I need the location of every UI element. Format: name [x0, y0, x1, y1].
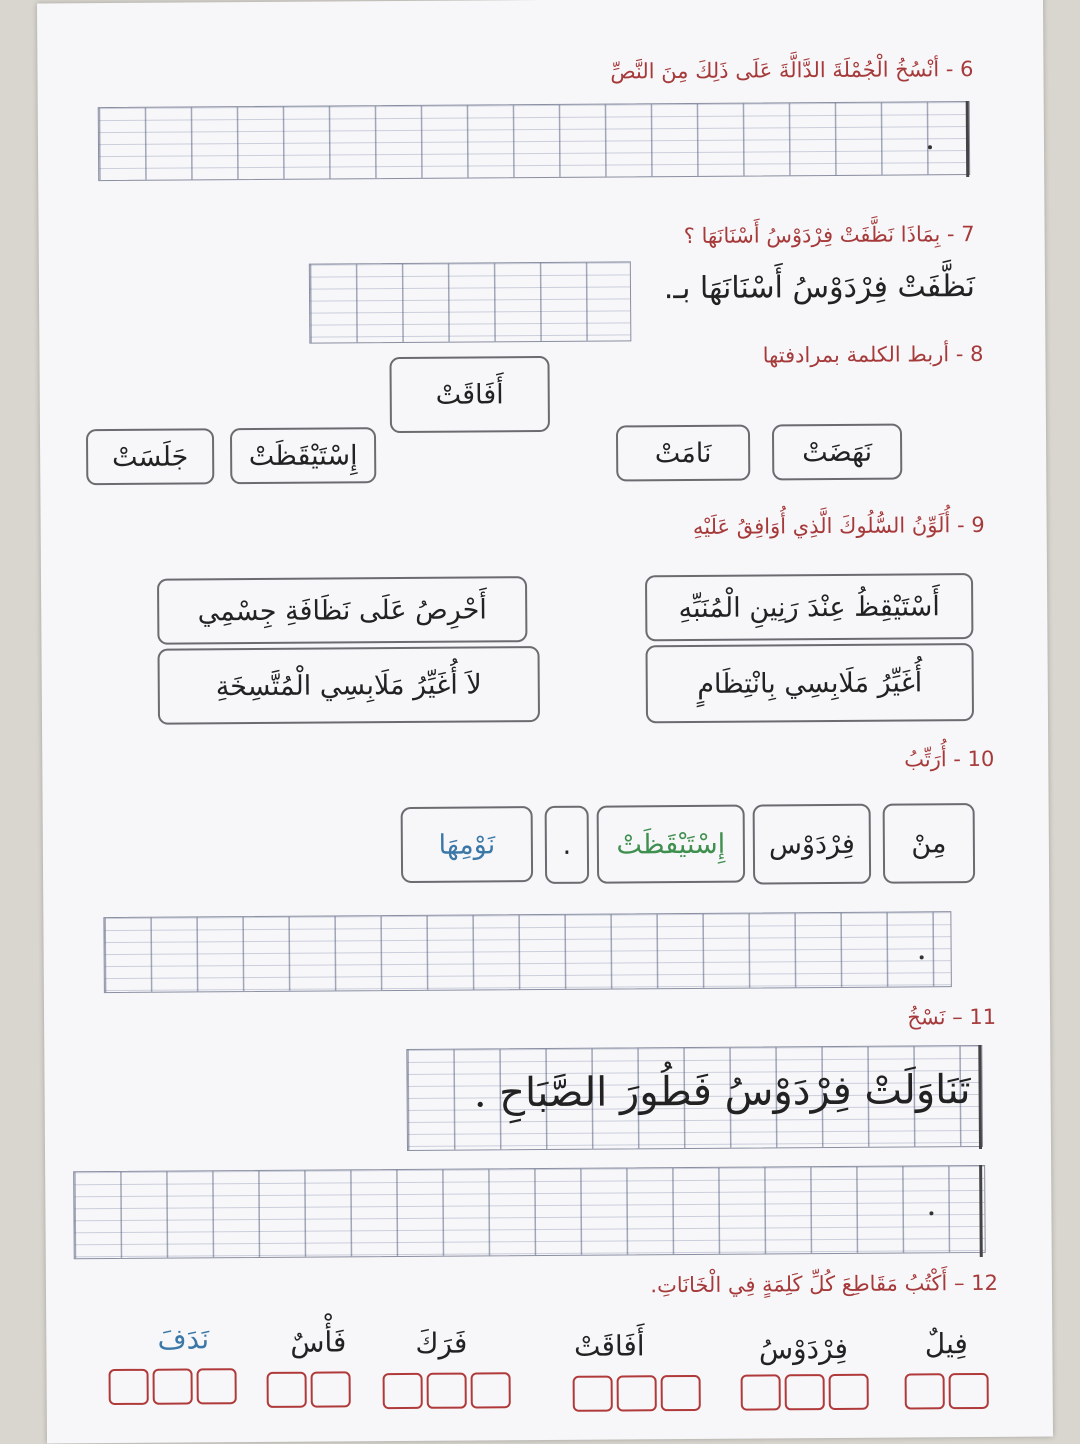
- word-box-option[interactable]: نَامَتْ: [616, 425, 750, 482]
- reorder-word[interactable]: مِنْ: [883, 803, 976, 884]
- answer-7-stem: نَظَّفَتْ فِرْدَوْسُ أَسْنَانَهَا بـ.: [663, 268, 976, 307]
- word-box-option[interactable]: إِسْتَيْقَظَتْ: [230, 427, 376, 484]
- word-box-option[interactable]: نَهَضَتْ: [772, 424, 902, 481]
- grid-margin-line: [979, 1165, 983, 1257]
- writing-grid-q7[interactable]: [309, 261, 632, 343]
- reorder-word[interactable]: إِسْتَيْقَظَتْ: [597, 805, 746, 884]
- behavior-option[interactable]: لاَ أُغَيِّرُ مَلَابِسِي الْمُتَّسِخَةِ: [157, 646, 540, 725]
- start-dot: [920, 955, 924, 959]
- syllable-cells[interactable]: [383, 1372, 511, 1409]
- syllable-cells[interactable]: [573, 1375, 701, 1412]
- start-dot: [928, 145, 932, 149]
- syllable-word: أَفَاقَتْ: [573, 1329, 645, 1363]
- syllable-word: نَدَفَ: [157, 1322, 210, 1356]
- syllable-cells[interactable]: [905, 1373, 989, 1410]
- syllable-cells[interactable]: [267, 1371, 351, 1408]
- question-7: 7 - بِمَاذَا نَظَّفَتْ فِرْدَوْسُ أَسْنَانَهَا ؟: [683, 221, 975, 249]
- question-11: 11 – نَسْخُ: [907, 1004, 997, 1030]
- word-box-option[interactable]: جَلَسَتْ: [86, 428, 214, 485]
- reorder-word[interactable]: .: [545, 806, 590, 884]
- copy-sentence: تَنَاوَلَتْ فِرْدَوْسُ فَطُورَ الصَّبَاحِ .: [473, 1067, 971, 1117]
- grid-margin-line: [966, 101, 970, 177]
- question-9: 9 - أُلَوِّنُ السُّلُوكَ الَّذِي أُوَافِقُ عَلَيْهِ: [692, 512, 985, 539]
- question-8: 8 - أربط الكلمة بمرادفتها: [762, 341, 984, 368]
- syllable-word: فِيلٌ: [924, 1327, 968, 1361]
- syllable-cells[interactable]: [109, 1368, 237, 1405]
- question-10: 10 - أُرَتِّبُ: [904, 746, 995, 772]
- question-12: 12 – أَكْتُبُ مَقَاطِعَ كُلِّ كَلِمَةٍ فِي الْخَانَاتِ.: [650, 1270, 999, 1298]
- writing-grid-q10[interactable]: [103, 911, 952, 993]
- syllable-word: فَأْسٌ: [290, 1325, 347, 1359]
- reorder-word[interactable]: فِرْدَوْس: [753, 804, 872, 885]
- question-6: 6 - أنْسُخُ الْجُمْلَةَ الدَّالَّةَ عَلَى ذَلِكَ مِنَ النَّصِّ: [610, 56, 974, 84]
- writing-grid-q11[interactable]: [73, 1165, 986, 1259]
- syllable-word: فَرَكَ: [415, 1326, 468, 1360]
- syllable-word: فِرْدَوْسُ: [758, 1331, 849, 1366]
- behavior-option[interactable]: أُغَيِّرُ مَلَابِسِي بِانْتِظَامٍ: [645, 643, 974, 723]
- behavior-option[interactable]: أَسْتَيْقِظُ عِنْدَ رَنِينِ الْمُنَبِّهِ: [645, 573, 973, 641]
- word-box-target[interactable]: أَفَاقَتْ: [389, 356, 550, 433]
- behavior-option[interactable]: أَحْرِصُ عَلَى نَظَافَةِ جِسْمِي: [157, 576, 527, 645]
- writing-grid-q6[interactable]: [98, 101, 970, 181]
- worksheet-page: [37, 0, 1053, 1443]
- start-dot: [929, 1211, 933, 1215]
- syllable-cells[interactable]: [741, 1374, 869, 1411]
- reorder-word[interactable]: نَوْمِهَا: [401, 806, 534, 883]
